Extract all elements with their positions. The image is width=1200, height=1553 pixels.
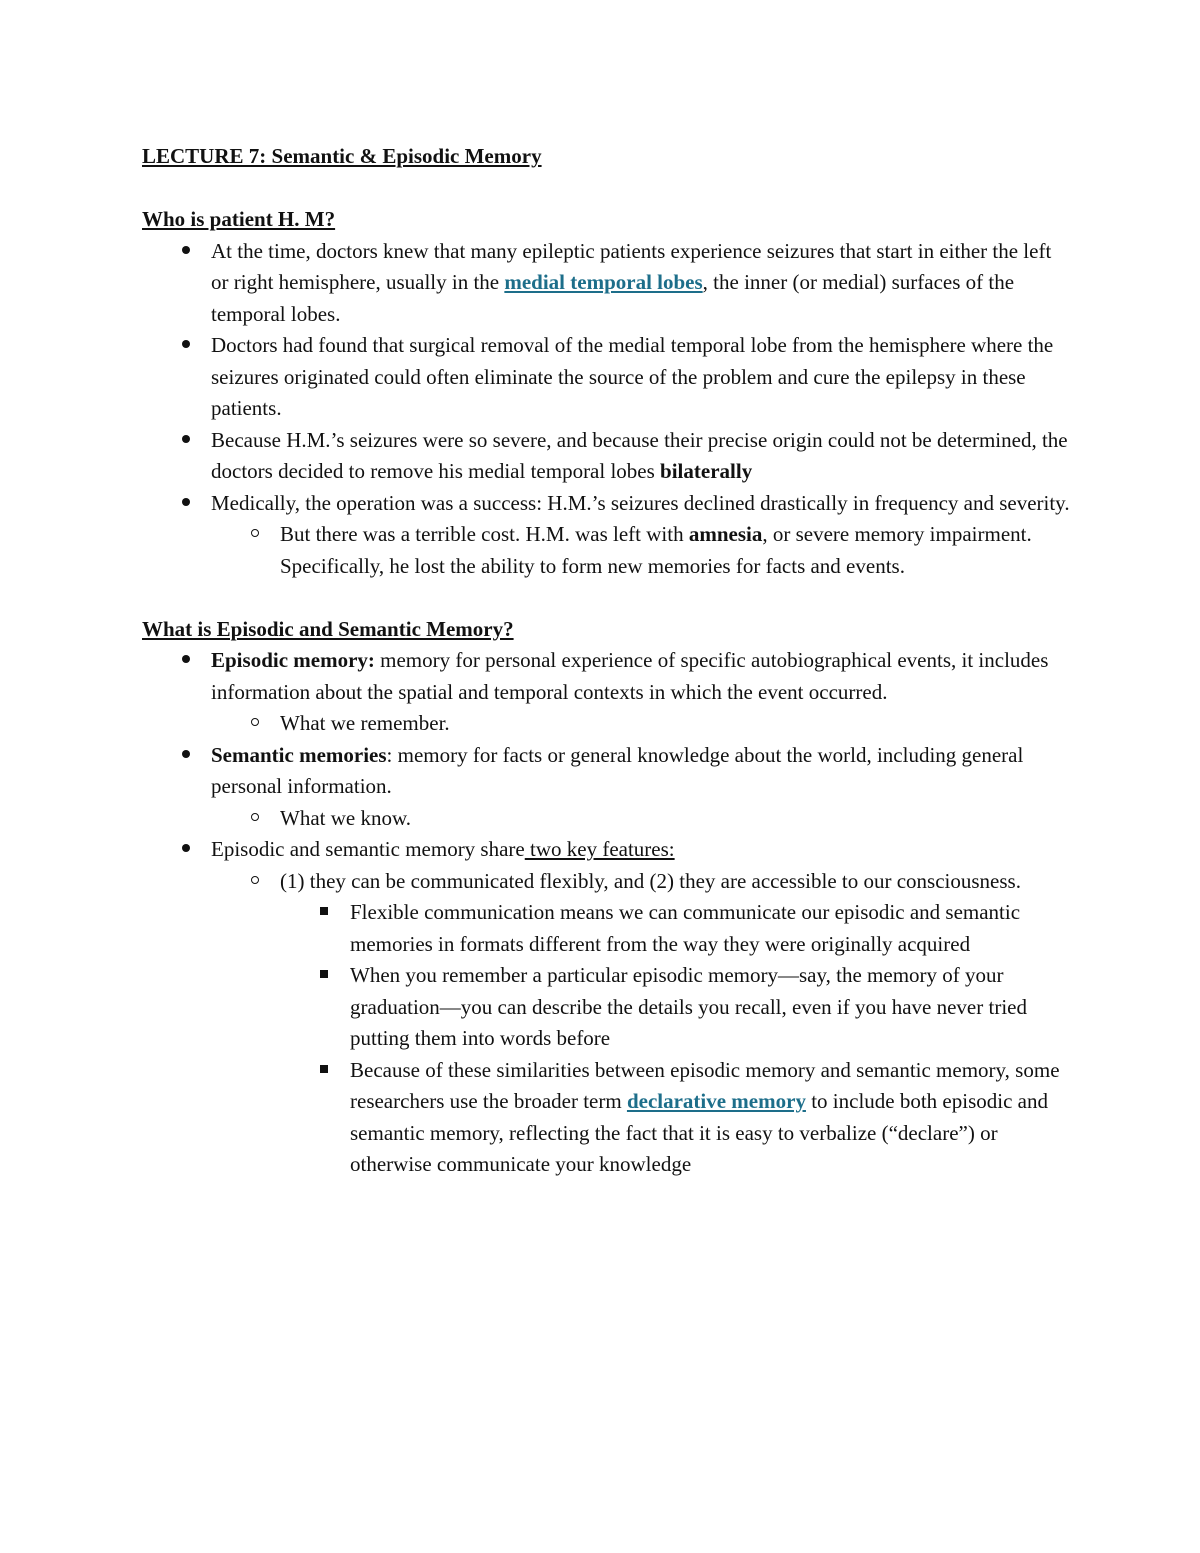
item-text: Because of these similarities between episodic memory and semantic memory, some researchers use the broader term: [350, 1057, 1060, 1113]
sub-list-item: [211, 866, 1072, 1181]
sub-list: [211, 708, 1072, 740]
underlined-text: two key features:: [524, 837, 675, 861]
item-text: Flexible communication means we can communicate our episodic and semantic memories in formats different from the way they were originally acquired: [350, 900, 1021, 956]
item-text: , the inner (or medial) surfaces of the temporal lobes.: [211, 270, 1015, 326]
list-item: [142, 645, 1072, 740]
list-item: [142, 488, 1072, 583]
page-title: LECTURE 7: Semantic & Episodic Memory: [142, 144, 542, 168]
spacer: [142, 582, 1072, 614]
document-body: [142, 141, 1072, 1181]
item-text: What we remember.: [280, 711, 450, 735]
bold-term: amnesia: [688, 522, 763, 546]
bullet-dot-icon: [176, 645, 196, 677]
item-text: , or severe memory impairment. Specifically, he lost the ability to form new memories for facts and events.: [280, 522, 1032, 578]
bullet-circle-icon: [245, 866, 265, 898]
spacer: [142, 173, 1072, 205]
item-text: Because H.M.’s seizures were so severe, and because their precise origin could not be determined, the doctors decided to remove his medial temporal lobes: [211, 427, 1068, 483]
bold-term: Semantic memories: [211, 742, 387, 767]
sub-list-item: [211, 803, 1072, 835]
item-text: Doctors had found that surgical removal of the medial temporal lobe from the hemisphere where the seizures originated could often eliminate the source of the problem and cure the epilepsy in these patients.: [211, 333, 1054, 420]
bullet-dot-icon: [176, 488, 196, 520]
bullet-square-icon: [314, 1055, 334, 1087]
item-text: : memory for facts or general knowledge about the world, including general personal information.: [211, 742, 1024, 798]
item-text: What we know.: [280, 805, 412, 830]
sub-list: [211, 519, 1072, 582]
section-heading-patient-hm: Who is patient H. M?: [142, 207, 336, 231]
item-text: At the time, doctors knew that many epileptic patients experience seizures that start in either the left or right hemisphere, usually in the: [211, 238, 1052, 294]
item-text: (1) they can be communicated flexibly, and (2) they are accessible to our consciousness.: [280, 868, 1021, 893]
episodic-semantic-list: [142, 645, 1072, 1181]
sub-list: [211, 803, 1072, 835]
list-item: [142, 834, 1072, 1181]
detail-list-item: [280, 897, 1072, 960]
item-text: to include both episodic and semantic memory, reflecting the fact that it is easy to verbalize (“declare”) or otherwise communicate your knowledge: [350, 1089, 1048, 1176]
bullet-square-icon: [314, 960, 334, 992]
declarative-memory-link[interactable]: declarative memory: [626, 1089, 806, 1113]
detail-list: [280, 897, 1072, 1181]
sub-list-item: [211, 519, 1072, 582]
bullet-dot-icon: [176, 425, 196, 457]
item-text: Medically, the operation was a success: H.M.’s seizures declined drastically in frequency and severity.: [211, 490, 1070, 515]
bullet-circle-icon: [245, 519, 265, 551]
list-item: [142, 740, 1072, 835]
bullet-dot-icon: [176, 236, 196, 268]
sub-list-item: [211, 708, 1072, 740]
bullet-circle-icon: [245, 708, 265, 740]
list-item: [142, 330, 1072, 425]
detail-list-item: [280, 960, 1072, 1055]
item-text: When you remember a particular episodic memory—say, the memory of your graduation—you can describe the details you recall, even if you have never tried putting them into words before: [350, 963, 1027, 1050]
list-item: [142, 425, 1072, 488]
bullet-square-icon: [314, 897, 334, 929]
medial-temporal-lobes-link[interactable]: medial temporal lobes: [504, 270, 703, 294]
item-text: Episodic and semantic memory share: [211, 837, 525, 861]
list-item: [142, 236, 1072, 331]
patient-hm-list: [142, 236, 1072, 583]
bullet-dot-icon: [176, 834, 196, 866]
sub-list: [211, 866, 1072, 1181]
bullet-dot-icon: [176, 740, 196, 772]
bold-term: bilaterally: [660, 459, 753, 483]
item-text: memory for personal experience of specific autobiographical events, it includes information about the spatial and temporal contexts in which the event occurred.: [211, 648, 1049, 704]
bullet-circle-icon: [245, 803, 265, 835]
item-text: But there was a terrible cost. H.M. was left with: [280, 522, 689, 546]
bold-term: Episodic memory:: [211, 648, 375, 672]
detail-list-item: [280, 1055, 1072, 1181]
bullet-dot-icon: [176, 330, 196, 362]
section-heading-episodic-semantic: What is Episodic and Semantic Memory?: [142, 616, 514, 641]
